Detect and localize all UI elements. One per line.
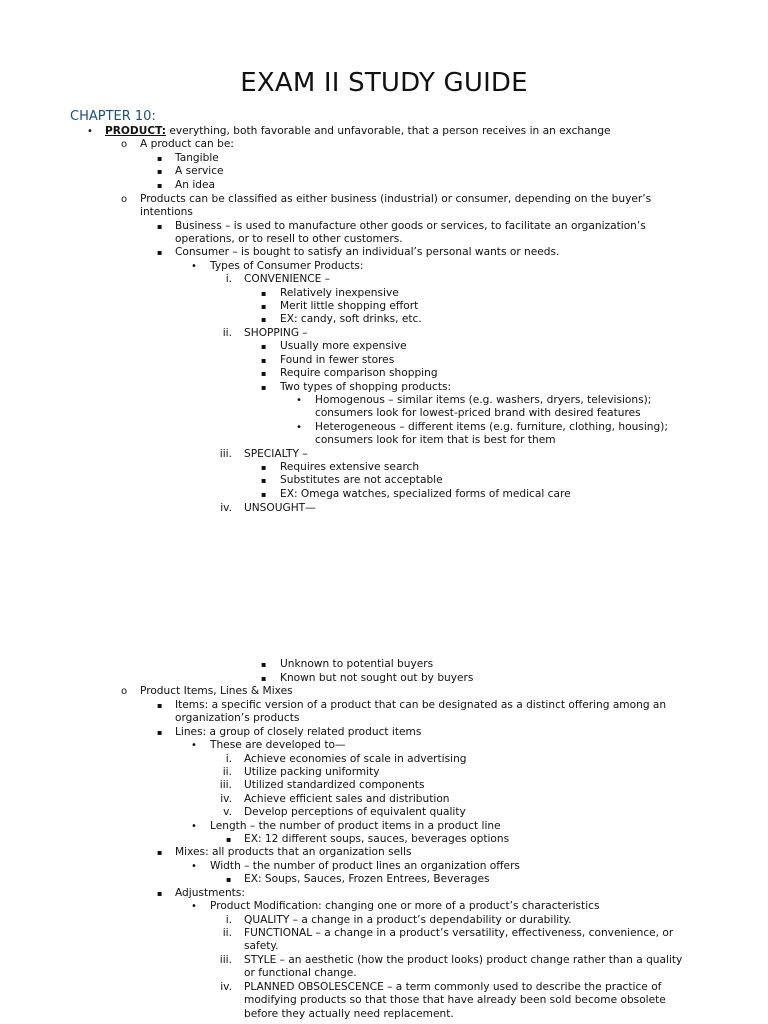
line-text: organization’s products xyxy=(175,712,300,724)
outline-line xyxy=(280,340,407,353)
list-bullet: • xyxy=(191,861,197,872)
list-number: i. xyxy=(225,273,232,285)
outline-line xyxy=(280,474,443,487)
list-bullet: ▪ xyxy=(261,302,267,311)
outline-line xyxy=(140,685,293,698)
list-number: ii. xyxy=(222,766,232,778)
list-bullet: ▪ xyxy=(261,356,267,365)
line-text: before they actually need replacement. xyxy=(244,1008,454,1020)
line-text: CONVENIENCE – xyxy=(244,273,331,285)
outline-line xyxy=(244,1008,454,1021)
line-text: Utilized standardized components xyxy=(244,779,425,791)
line-text: SHOPPING – xyxy=(244,327,308,339)
line-text: Tangible xyxy=(175,152,219,164)
outline-line xyxy=(315,407,641,420)
outline-line xyxy=(280,488,571,501)
outline-line xyxy=(175,220,646,233)
line-text: Merit little shopping effort xyxy=(280,300,419,312)
outline-line xyxy=(175,246,559,259)
line-text: Known but not sought out by buyers xyxy=(280,672,474,684)
outline-line xyxy=(175,712,299,725)
line-text: PLANNED OBSOLESCENCE – a term commonly used to describe the practice of xyxy=(244,981,662,993)
list-bullet: ▪ xyxy=(226,875,232,884)
outline-line xyxy=(244,753,467,766)
outline-line xyxy=(280,381,451,394)
list-bullet: ▪ xyxy=(157,222,163,231)
line-text: Heterogeneous – different items (e.g. furniture, clothing, housing); xyxy=(315,421,668,433)
list-bullet: o xyxy=(121,194,128,205)
line-text: EX: candy, soft drinks, etc. xyxy=(280,313,422,325)
list-bullet: ▪ xyxy=(261,342,267,351)
outline-line xyxy=(210,260,364,273)
list-number: iv. xyxy=(220,502,232,514)
line-text: or functional change. xyxy=(244,967,357,979)
list-bullet: ▪ xyxy=(261,674,267,683)
list-bullet: • xyxy=(87,126,93,137)
list-number: iv. xyxy=(220,793,232,805)
outline-line xyxy=(244,779,424,792)
line-text: SPECIALTY – xyxy=(244,448,308,460)
outline-line xyxy=(140,193,651,206)
line-text: Width – the number of product lines an organization offers xyxy=(210,860,520,872)
outline-line xyxy=(210,820,501,833)
outline-line xyxy=(244,994,666,1007)
line-text: Types of Consumer Products: xyxy=(210,260,364,272)
outline-line xyxy=(244,927,673,940)
outline-line xyxy=(244,914,572,927)
line-text: FUNCTIONAL – a change in a product’s versatility, effectiveness, convenience, or xyxy=(244,927,674,939)
outline-line xyxy=(210,900,599,913)
outline-line xyxy=(175,179,215,192)
line-text: An idea xyxy=(175,179,216,191)
outline-line xyxy=(244,967,357,980)
outline-line xyxy=(244,806,466,819)
list-number: iii. xyxy=(219,448,232,460)
line-text: Found in fewer stores xyxy=(280,354,395,366)
outline-line xyxy=(244,793,450,806)
line-text: Product Modification: changing one or more of a product’s characteristics xyxy=(210,900,600,912)
list-number: iii. xyxy=(219,779,232,791)
line-text: Adjustments: xyxy=(175,887,245,899)
list-bullet: ▪ xyxy=(261,315,267,324)
list-bullet: ▪ xyxy=(157,889,163,898)
list-number: i. xyxy=(225,914,232,926)
line-text: Business – is used to manufacture other goods or services, to facilitate an organization’s xyxy=(175,220,646,232)
line-text: EX: Soups, Sauces, Frozen Entrees, Beverages xyxy=(244,873,490,885)
line-text: operations, or to resell to other customers. xyxy=(175,233,403,245)
list-bullet: ▪ xyxy=(157,154,163,163)
list-bullet: ▪ xyxy=(261,369,267,378)
line-text: Consumer – is bought to satisfy an individual’s personal wants or needs. xyxy=(175,246,560,258)
list-number: ii. xyxy=(222,927,232,939)
line-text: UNSOUGHT— xyxy=(244,502,316,514)
list-number: ii. xyxy=(222,327,232,339)
outline-line xyxy=(315,421,668,434)
outline-line xyxy=(280,672,473,685)
outline-line xyxy=(175,699,666,712)
line-text: Substitutes are not acceptable xyxy=(280,474,443,486)
outline-line xyxy=(244,448,308,461)
outline-line xyxy=(244,502,316,515)
line-text: safety. xyxy=(244,940,279,952)
outline-line xyxy=(140,138,234,151)
line-text: EX: Omega watches, specialized forms of medical care xyxy=(280,488,571,500)
outline-line xyxy=(105,125,611,138)
outline-line xyxy=(244,766,380,779)
page-title: EXAM II STUDY GUIDE xyxy=(240,68,528,98)
list-bullet: ▪ xyxy=(157,248,163,257)
line-text: Two types of shopping products: xyxy=(280,381,452,393)
list-bullet: ▪ xyxy=(157,181,163,190)
line-text: Require comparison shopping xyxy=(280,367,438,379)
list-bullet: ▪ xyxy=(226,835,232,844)
list-bullet: o xyxy=(121,686,128,697)
list-bullet: • xyxy=(191,901,197,912)
line-text: Items: a specific version of a product that can be designated as a distinct offering among an xyxy=(175,699,667,711)
list-bullet: ▪ xyxy=(261,289,267,298)
outline-line xyxy=(175,887,245,900)
line-text: Length – the number of product items in a product line xyxy=(210,820,501,832)
outline-line xyxy=(280,300,418,313)
outline-line xyxy=(210,739,346,752)
list-number: v. xyxy=(223,806,232,818)
list-bullet: ▪ xyxy=(157,167,163,176)
line-text: consumers look for lowest-priced brand with desired features xyxy=(315,407,641,419)
outline-line xyxy=(280,658,433,671)
outline-line xyxy=(244,273,330,286)
list-bullet: ▪ xyxy=(261,476,267,485)
outline-line xyxy=(175,165,224,178)
outline-line xyxy=(175,152,219,165)
list-bullet: • xyxy=(296,422,302,433)
outline-line xyxy=(315,394,651,407)
line-text: Mixes: all products that an organization sells xyxy=(175,846,412,858)
list-number: i. xyxy=(225,753,232,765)
outline-line xyxy=(210,860,520,873)
list-bullet: ▪ xyxy=(157,728,163,737)
list-bullet: • xyxy=(296,395,302,406)
list-bullet: • xyxy=(191,261,197,272)
list-bullet: o xyxy=(121,139,128,150)
outline-line xyxy=(280,287,399,300)
list-number: iii. xyxy=(219,954,232,966)
outline-line xyxy=(244,873,490,886)
line-text: STYLE – an aesthetic (how the product looks) product change rather than a quality xyxy=(244,954,683,966)
line-text: Lines: a group of closely related product items xyxy=(175,726,422,738)
line-text: consumers look for item that is best for them xyxy=(315,434,556,446)
outline-line xyxy=(315,434,556,447)
outline-line xyxy=(175,846,412,859)
line-text: Relatively inexpensive xyxy=(280,287,399,299)
list-bullet: ▪ xyxy=(261,660,267,669)
outline-line xyxy=(175,233,403,246)
outline-line xyxy=(244,954,682,967)
line-text: A product can be: xyxy=(140,138,234,150)
outline-line xyxy=(244,940,279,953)
line-text: Develop perceptions of equivalent quality xyxy=(244,806,466,818)
line-text: These are developed to— xyxy=(210,739,346,751)
outline-line xyxy=(280,313,422,326)
list-bullet: ▪ xyxy=(157,848,163,857)
outline-line xyxy=(140,206,193,219)
line-text: Homogenous – similar items (e.g. washers, dryers, televisions); xyxy=(315,394,652,406)
line-text: modifying products so that those that have already been sold become obsolete xyxy=(244,994,666,1006)
list-bullet: • xyxy=(191,821,197,832)
outline-line xyxy=(280,461,419,474)
line-text: Products can be classified as either business (industrial) or consumer, depending on the buyer’s xyxy=(140,193,652,205)
line-text: Usually more expensive xyxy=(280,340,407,352)
list-bullet: ▪ xyxy=(261,383,267,392)
line-text: Achieve efficient sales and distribution xyxy=(244,793,450,805)
outline-line xyxy=(175,726,421,739)
list-bullet: ▪ xyxy=(157,701,163,710)
line-text: Unknown to potential buyers xyxy=(280,658,434,670)
chapter-heading: CHAPTER 10: xyxy=(70,109,156,124)
line-text: everything, both favorable and unfavorable, that a person receives in an exchange xyxy=(165,125,611,137)
outline-line xyxy=(244,981,661,994)
line-text: Product Items, Lines & Mixes xyxy=(140,685,293,697)
line-text: intentions xyxy=(140,206,193,218)
line-text: EX: 12 different soups, sauces, beverages options xyxy=(244,833,510,845)
outline-line xyxy=(244,833,509,846)
outline-line xyxy=(244,327,308,340)
list-number: iv. xyxy=(220,981,232,993)
list-bullet: ▪ xyxy=(261,463,267,472)
line-text: Achieve economies of scale in advertising xyxy=(244,753,467,765)
term-label: PRODUCT: xyxy=(105,125,166,137)
line-text: A service xyxy=(175,165,224,177)
line-text: Requires extensive search xyxy=(280,461,420,473)
line-text: QUALITY – a change in a product’s dependability or durability. xyxy=(244,914,572,926)
list-bullet: • xyxy=(191,740,197,751)
outline-line xyxy=(280,354,394,367)
outline-line xyxy=(280,367,438,380)
line-text: Utilize packing uniformity xyxy=(244,766,380,778)
list-bullet: ▪ xyxy=(261,490,267,499)
